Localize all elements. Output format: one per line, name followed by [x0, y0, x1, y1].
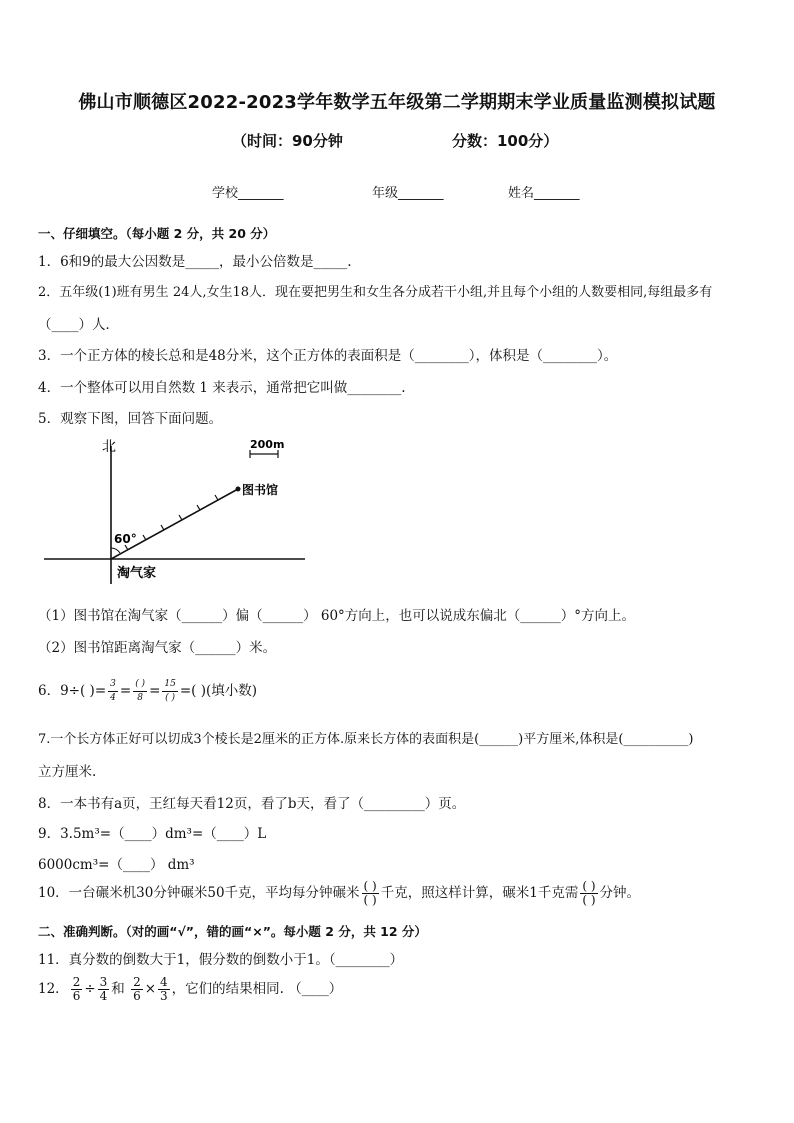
question-6: 6．9÷( )= $\frac{3}{4}$ = $\frac{( )}{8}$ = $\frac{15}{( )}$ =( )(填小数): [38, 679, 258, 703]
multiply-sign: ×: [144, 981, 157, 997]
fraction-blank-8: $\frac{( )}{8}$: [135, 679, 146, 703]
question-10: [38, 880, 640, 907]
question-12: [38, 976, 342, 1003]
fraction-4-3: $\frac{4}{3}$: [160, 975, 168, 1003]
question-1: 1．6和9的最大公因数是_____，最小公倍数是_____.: [38, 254, 352, 270]
question-5-part2: （2）图书馆距离淘气家（______）米。: [38, 640, 277, 656]
fraction-2-6-b: $\frac{2}{6}$: [133, 975, 141, 1003]
fraction-15-blank: $\frac{15}{( )}$: [164, 679, 176, 703]
library-point: [236, 487, 241, 492]
question-12-prefix: 12．: [38, 981, 69, 997]
school-field: 学校_______: [212, 186, 284, 201]
question-4: 4．一个整体可以用自然数 1 来表示，通常把它叫做________.: [38, 380, 406, 396]
question-10-part-b: 千克，照这样计算，碾米1千克需: [380, 885, 579, 901]
fraction-3-4: $\frac{3}{4}$: [110, 679, 116, 703]
fraction-blank-b: $\frac{( )}{( )}$: [582, 879, 596, 907]
question-7-line2: 立方厘米.: [38, 764, 97, 780]
fraction-3-4: $\frac{3}{4}$: [99, 975, 108, 1003]
question-6-prefix: 6．9÷( )=: [38, 683, 107, 699]
exam-time: （时间：90分钟: [232, 132, 343, 150]
scale-ticks: [125, 495, 218, 550]
question-8: 8．一本书有a页，王红每天看12页，看了b天，看了（_________）页。: [38, 796, 466, 812]
angle-arc: [111, 548, 120, 553]
scale-label: 200m: [250, 438, 285, 451]
divide-sign: ÷: [84, 981, 96, 997]
question-6-suffix: =( )(填小数): [179, 683, 258, 699]
question-10-part-c: 分钟。: [599, 885, 641, 901]
question-9-line1: 9．3.5m³=（____）dm³=（____）L: [38, 826, 267, 842]
library-label: 图书馆: [242, 483, 279, 497]
question-5: 5．观察下图，回答下面问题。: [38, 411, 223, 427]
exam-score: 分数：100分）: [452, 132, 559, 150]
question-9-line2: 6000cm³=（____） dm³: [38, 857, 195, 873]
question-2-line2: （____）人．: [38, 317, 119, 333]
home-label: 淘气家: [117, 566, 157, 581]
question-7-line1: 7.一个长方体正好可以切成3个棱长是2厘米的正方体.原来长方体的表面积是(______)平方厘米,体积是(__________): [38, 732, 694, 747]
section-heading-judge: 二、准确判断。（对的画“√”，错的画“×”。每小题 2 分，共 12 分）: [38, 924, 427, 939]
question-3: 3．一个正方体的棱长总和是48分米，这个正方体的表面积是（________），体积是（________）。: [38, 348, 618, 364]
angle-label: 60°: [114, 532, 137, 546]
direction-diagram: [40, 434, 310, 594]
north-label: 北: [102, 439, 116, 455]
question-10-part-a: 10．一台碾米机30分钟碾米50千克，平均每分钟碾米: [38, 885, 360, 901]
name-field: 姓名_______: [508, 186, 580, 201]
page-title: 佛山市顺德区2022-2023学年数学五年级第二学期期末学业质量监测模拟试题: [78, 92, 716, 113]
fraction-blank-a: $\frac{( )}{( )}$: [363, 879, 377, 907]
question-11: 11．真分数的倒数大于1，假分数的倒数小于1。（________）: [38, 952, 404, 968]
fraction-2-6-a: $\frac{2}{6}$: [72, 975, 81, 1003]
grade-field: 年级_______: [372, 186, 444, 201]
question-12-suffix: ，它们的结果相同. （____）: [171, 981, 343, 997]
question-5-part1: （1）图书馆在淘气家（______）偏（______） 60°方向上，也可以说成东偏北（______）°方向上。: [38, 608, 636, 624]
question-2-line1: 2．五年级(1)班有男生 24人,女生18人．现在要把男生和女生各分成若干小组,并且每个小组的人数要相同,每组最多有: [38, 285, 713, 300]
section-heading-fill: 一、仔细填空。（每小题 2 分，共 20 分）: [38, 226, 276, 241]
and-word: 和: [111, 981, 125, 997]
